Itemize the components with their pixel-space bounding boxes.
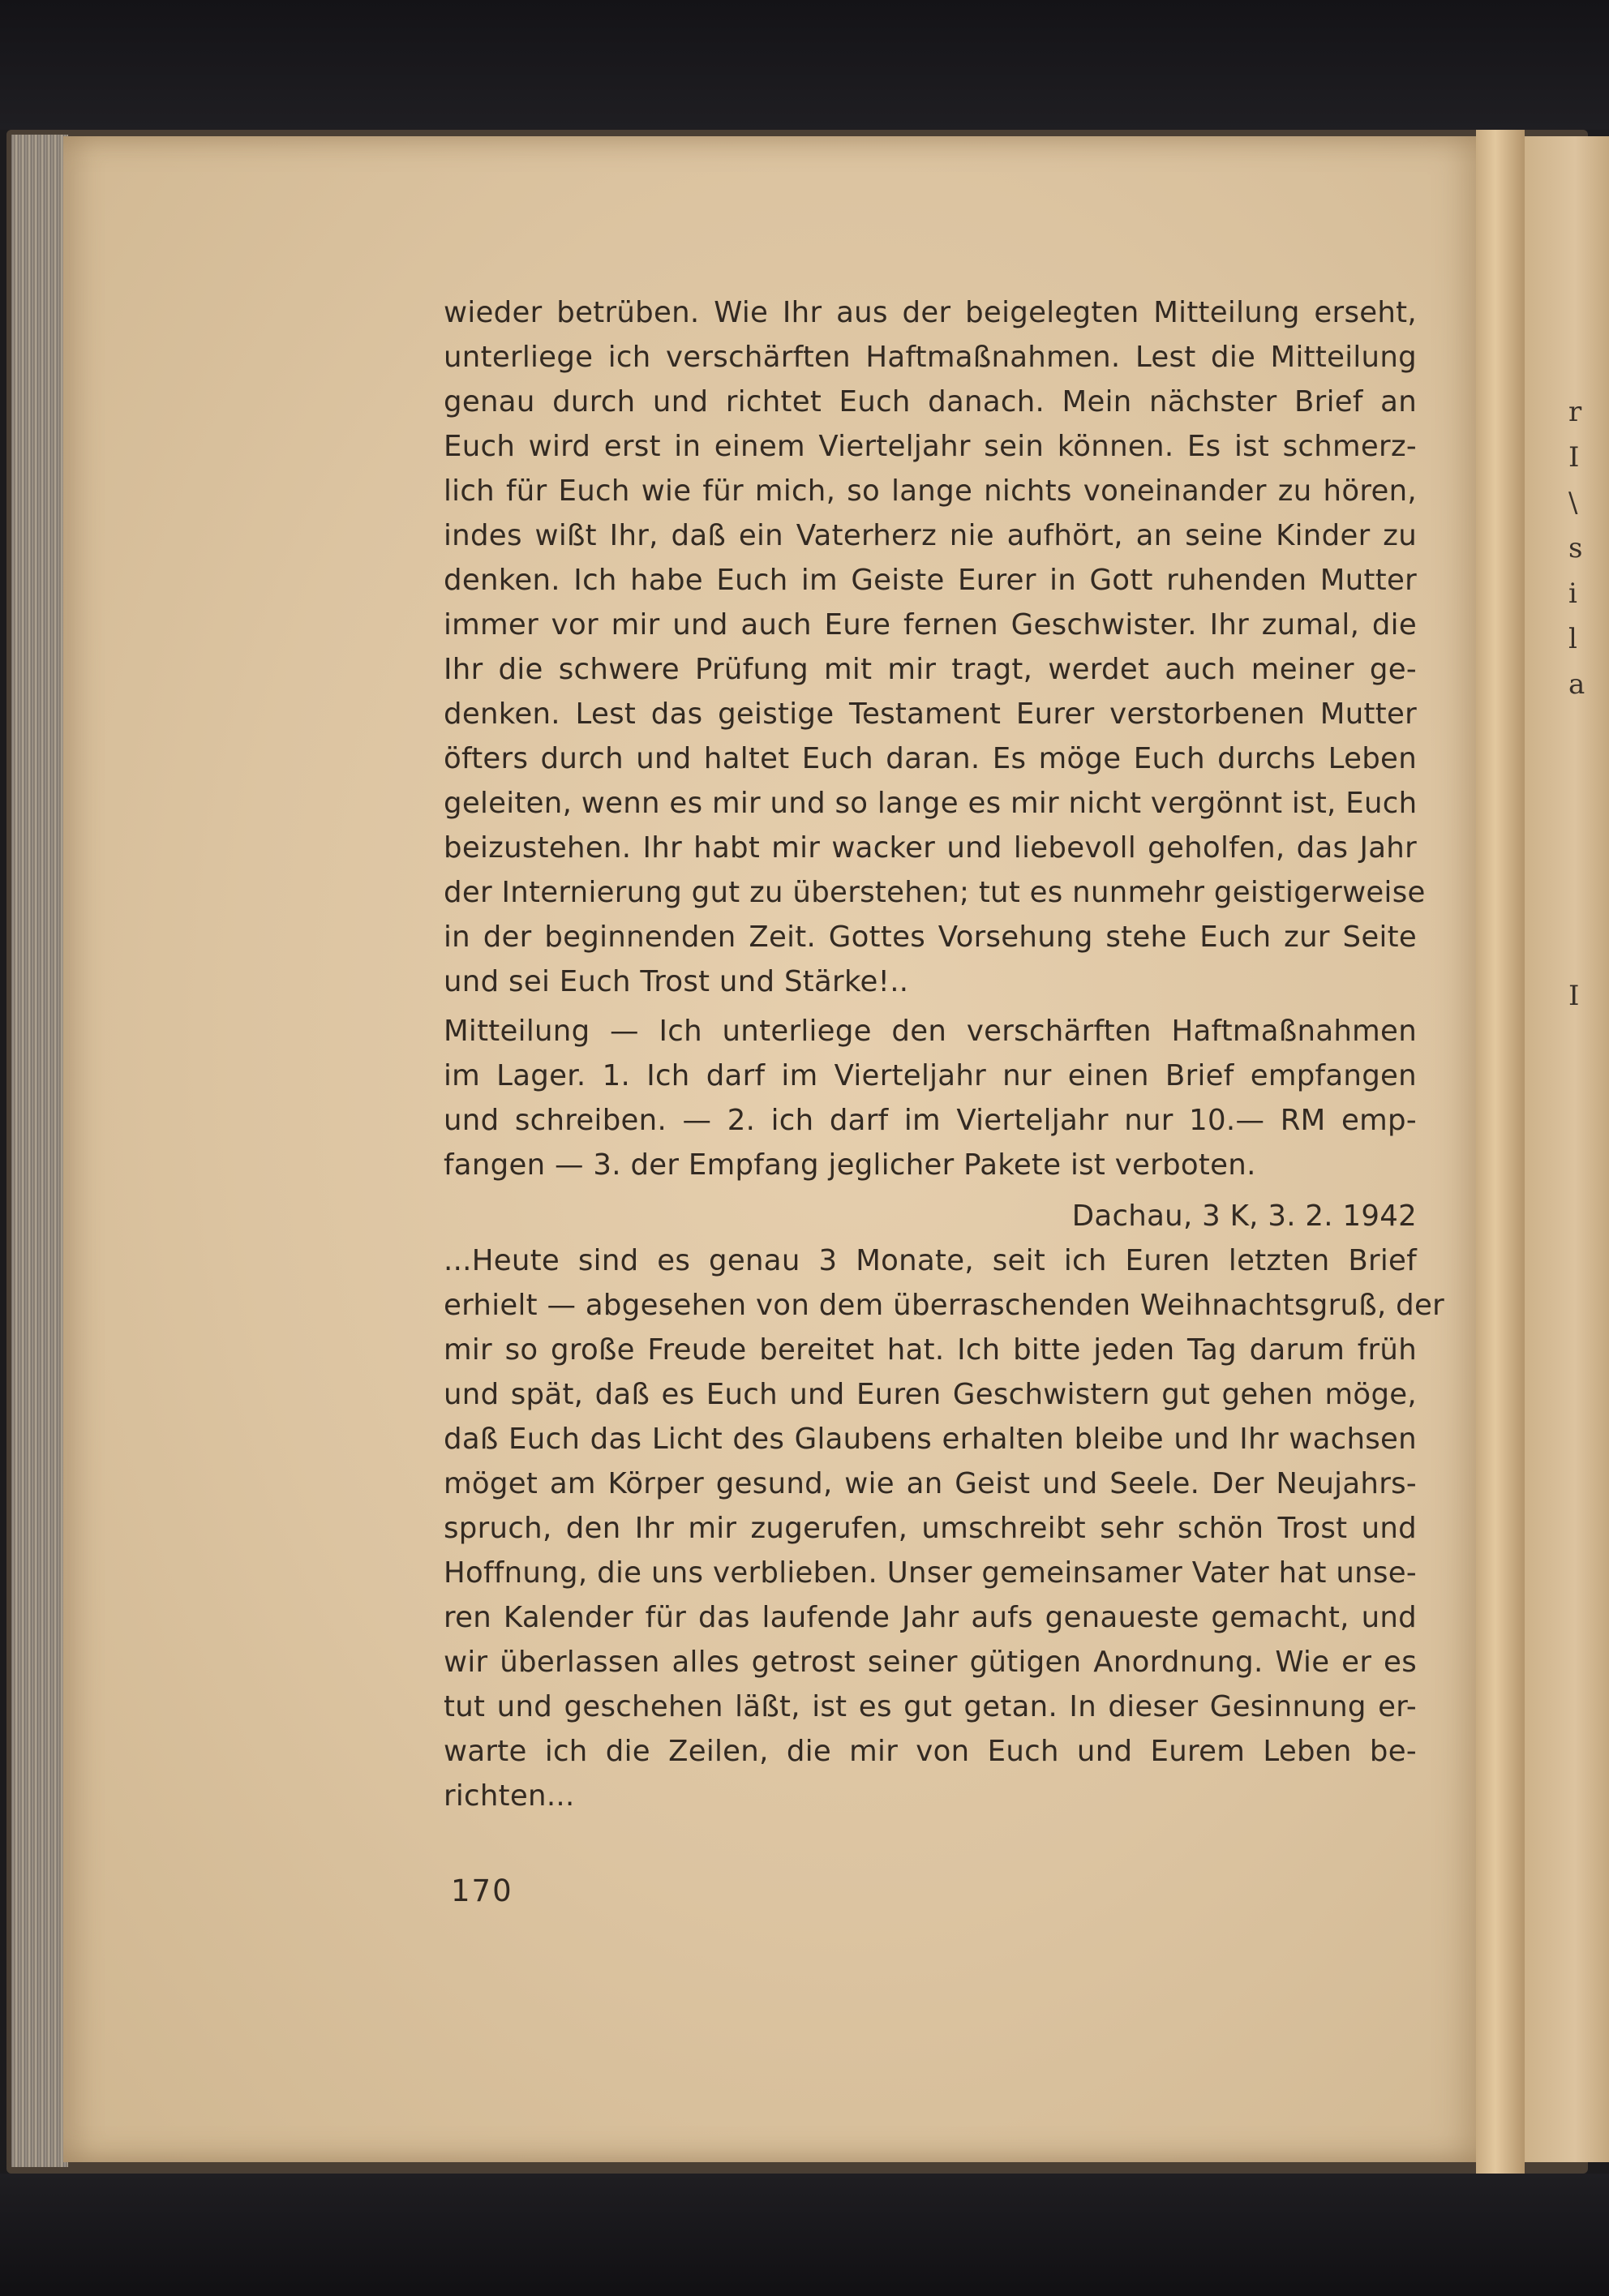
text-line: immer vor mir und auch Eure fernen Geschwister. Ihr zumal, die (444, 608, 1417, 642)
next-page-letter: \ (1568, 487, 1578, 519)
next-page-letter: I (1568, 980, 1580, 1012)
next-page-letter: s (1568, 532, 1583, 564)
next-page-letter: l (1568, 623, 1577, 655)
mitteilung-paragraph (444, 1009, 1417, 1187)
text-line: richten... (444, 1779, 575, 1813)
text-line: und sei Euch Trost und Stärke!.. (444, 965, 909, 998)
text-line: in der beginnenden Zeit. Gottes Vorsehung stehe Euch zur Seite (444, 921, 1417, 954)
text-line: Ihr die schwere Prüfung mit mir tragt, werdet auch meiner ge- (444, 653, 1417, 686)
page-text (444, 290, 1444, 1818)
text-line: möget am Körper gesund, wie an Geist und Seele. Der Neujahrs- (444, 1467, 1417, 1500)
text-line: genau durch und richtet Euch danach. Mein nächster Brief an (444, 385, 1417, 418)
text-line: erhielt — abgesehen von dem überraschenden Weihnachtsgruß, der (444, 1289, 1444, 1322)
text-line: denken. Ich habe Euch im Geiste Eurer in Gott ruhenden Mutter (444, 564, 1417, 597)
text-line: beizustehen. Ihr habt mir wacker und liebevoll geholfen, das Jahr (444, 831, 1417, 865)
text-line: daß Euch das Licht des Glaubens erhalten bleibe und Ihr wachsen (444, 1423, 1417, 1456)
text-line: mir so große Freude bereitet hat. Ich bitte jeden Tag darum früh (444, 1333, 1417, 1367)
text-line: wir überlassen alles getrost seiner gütigen Anordnung. Wie er es (444, 1646, 1417, 1679)
text-line: warte ich die Zeilen, die mir von Euch und Eurem Leben be- (444, 1735, 1417, 1768)
text-line: der Internierung gut zu überstehen; tut es nunmehr geistigerweise (444, 876, 1426, 909)
letter-paragraph-1 (444, 290, 1426, 1004)
text-line: lich für Euch wie für mich, so lange nichts voneinander zu hören, (444, 474, 1417, 508)
text-line: und spät, daß es Euch und Euren Geschwistern gut gehen möge, (444, 1378, 1417, 1411)
next-page-letter: I (1568, 441, 1580, 474)
next-page-edge (1525, 136, 1609, 2162)
text-line: tut und geschehen läßt, ist es gut getan. In dieser Gesinnung er- (444, 1690, 1417, 1723)
letter-dateline: Dachau, 3 K, 3. 2. 1942 (1071, 1199, 1417, 1233)
dark-backdrop-bottom (0, 2174, 1609, 2296)
text-line: im Lager. 1. Ich darf im Vierteljahr nur einen Brief empfangen (444, 1059, 1417, 1092)
text-line: wieder betrüben. Wie Ihr aus der beigelegten Mitteilung erseht, (444, 296, 1417, 329)
next-page-letter: a (1568, 668, 1585, 701)
next-page-letter: r (1568, 396, 1582, 428)
text-line: unterliege ich verschärften Haftmaßnahmen. Lest die Mitteilung (444, 341, 1417, 374)
text-line: ...Heute sind es genau 3 Monate, seit ich Euren letzten Brief (444, 1244, 1417, 1277)
text-line: Hoffnung, die uns verblieben. Unser gemeinsamer Vater hat unse- (444, 1556, 1417, 1590)
text-line: ren Kalender für das laufende Jahr aufs genaueste gemacht, und (444, 1601, 1417, 1634)
text-line: geleiten, wenn es mir und so lange es mir nicht vergönnt ist, Euch (444, 787, 1418, 820)
next-page-letter: i (1568, 577, 1577, 610)
text-line: fangen — 3. der Empfang jeglicher Pakete ist verboten. (444, 1148, 1256, 1182)
book-gutter (1476, 130, 1525, 2174)
text-line: öfters durch und haltet Euch daran. Es möge Euch durchs Leben (444, 742, 1417, 775)
page-stack-edge (11, 135, 68, 2167)
dark-backdrop-top (0, 0, 1609, 130)
text-line: spruch, den Ihr mir zugerufen, umschreibt sehr schön Trost und (444, 1512, 1417, 1545)
text-line: Mitteilung — Ich unterliege den verschärften Haftmaßnahmen (444, 1015, 1417, 1048)
text-line: indes wißt Ihr, daß ein Vaterherz nie aufhört, an seine Kinder zu (444, 519, 1417, 552)
text-line: Euch wird erst in einem Vierteljahr sein können. Es ist schmerz- (444, 430, 1417, 463)
text-line: denken. Lest das geistige Testament Eurer verstorbenen Mutter (444, 697, 1417, 731)
letter-paragraph-2 (444, 1238, 1444, 1818)
page-number: 170 (451, 1873, 513, 1908)
text-line: und schreiben. — 2. ich darf im Vierteljahr nur 10.— RM emp- (444, 1104, 1417, 1137)
